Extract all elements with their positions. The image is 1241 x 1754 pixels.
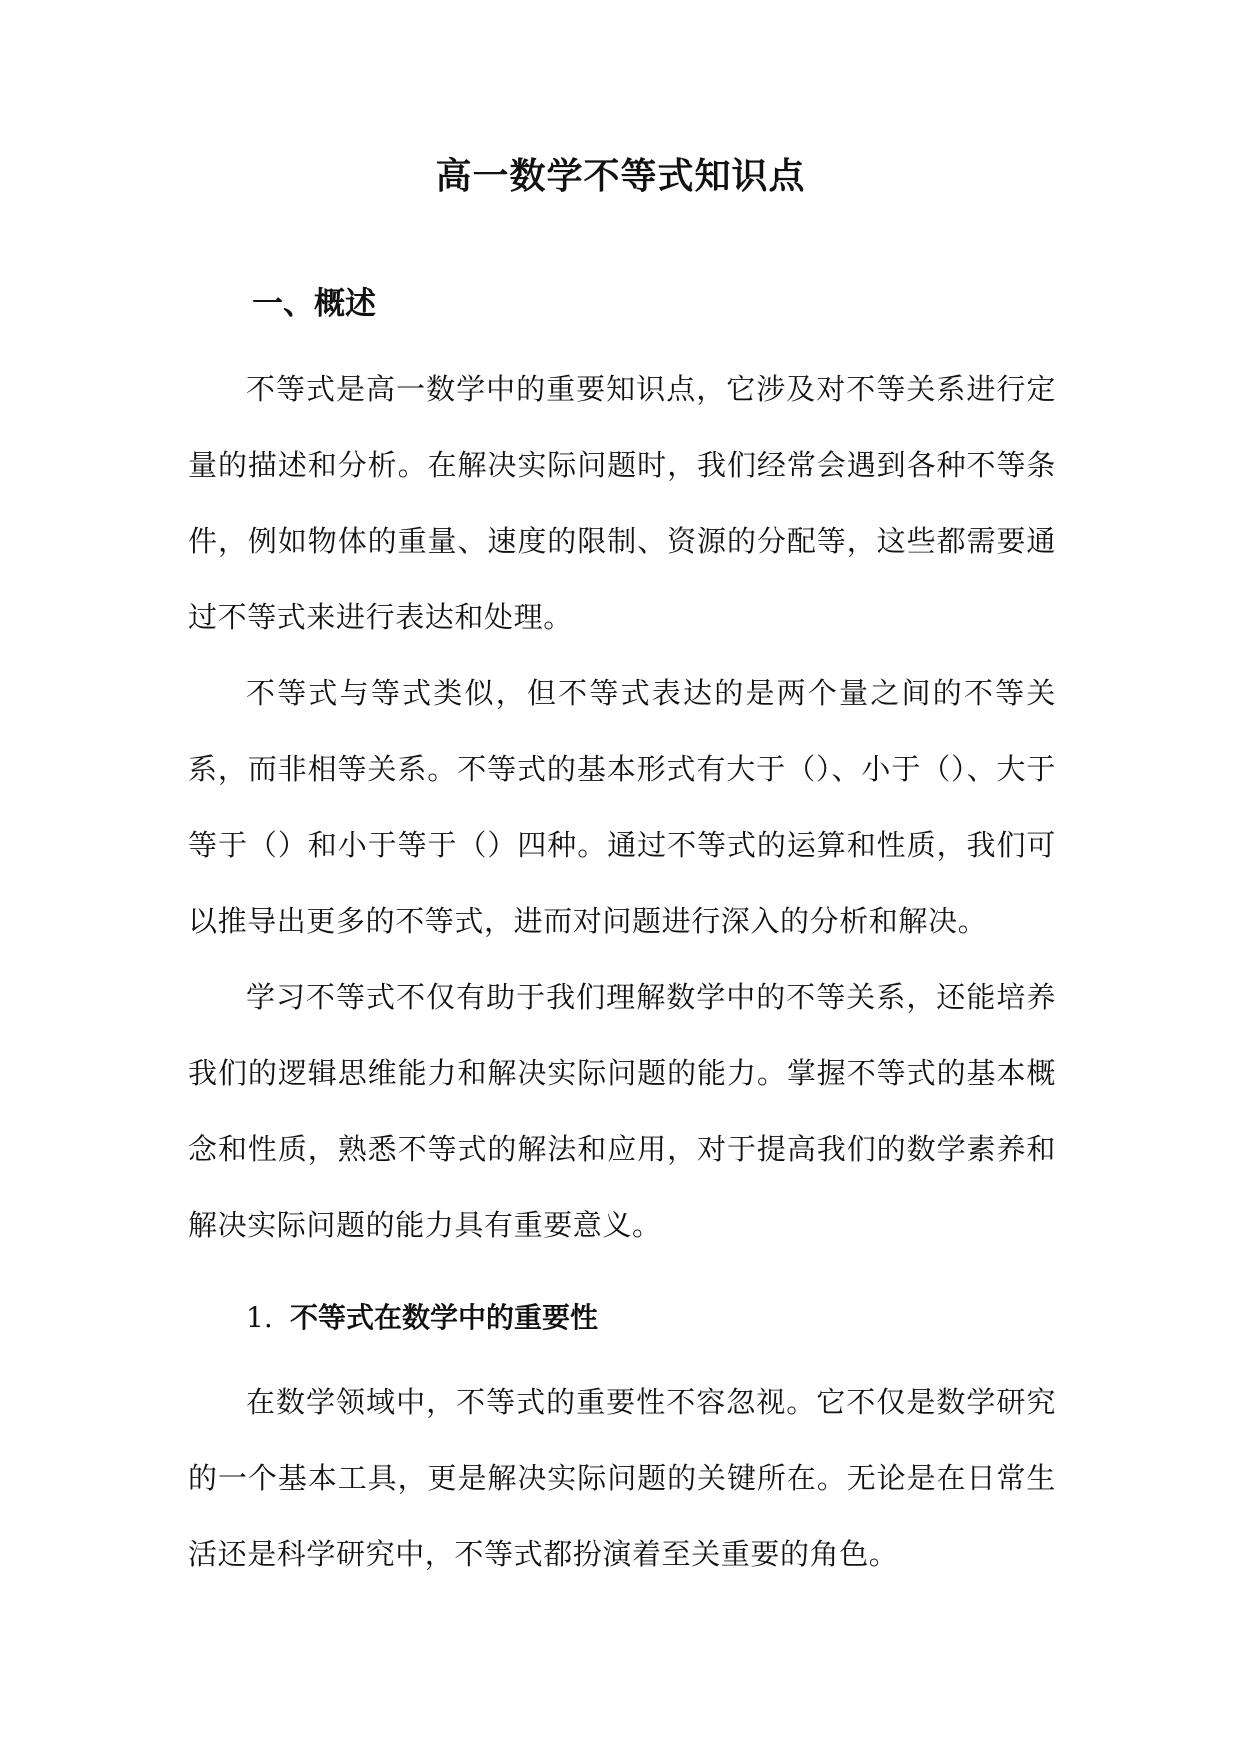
section-heading-overview: 一、概述 <box>252 286 376 322</box>
paragraph-basic-forms: 不等式与等式类似，但不等式表达的是两个量之间的不等关系，而非相等关系。不等式的基本形式有大于（）、小于（）、大于等于（）和小于等于（）四种。通过不等式的运算和性质，我们可以推导出更多的不等式，进而对问题进行深入的分析和解决。 <box>188 676 1056 938</box>
paragraph-learning-value: 学习不等式不仅有助于我们理解数学中的不等关系，还能培养我们的逻辑思维能力和解决实际问题的能力。掌握不等式的基本概念和性质，熟悉不等式的解法和应用，对于提高我们的数学素养和解决实际问题的能力具有重要意义。 <box>188 980 1056 1242</box>
paragraph-importance: 在数学领域中，不等式的重要性不容忽视。它不仅是数学研究的一个基本工具，更是解决实际问题的关键所在。无论是在日常生活还是科学研究中，不等式都扮演着至关重要的角色。 <box>188 1385 1056 1571</box>
subsection-heading <box>246 1298 598 1338</box>
paragraph-intro: 不等式是高一数学中的重要知识点，它涉及对不等关系进行定量的描述和分析。在解决实际问题时，我们经常会遇到各种不等条件，例如物体的重量、速度的限制、资源的分配等，这些都需要通过不等式来进行表达和处理。 <box>188 372 1056 634</box>
subsection-title: 不等式在数学中的重要性 <box>290 1301 599 1334</box>
subsection-number: 1. <box>246 1301 273 1334</box>
document-title: 高一数学不等式知识点 <box>435 155 806 197</box>
